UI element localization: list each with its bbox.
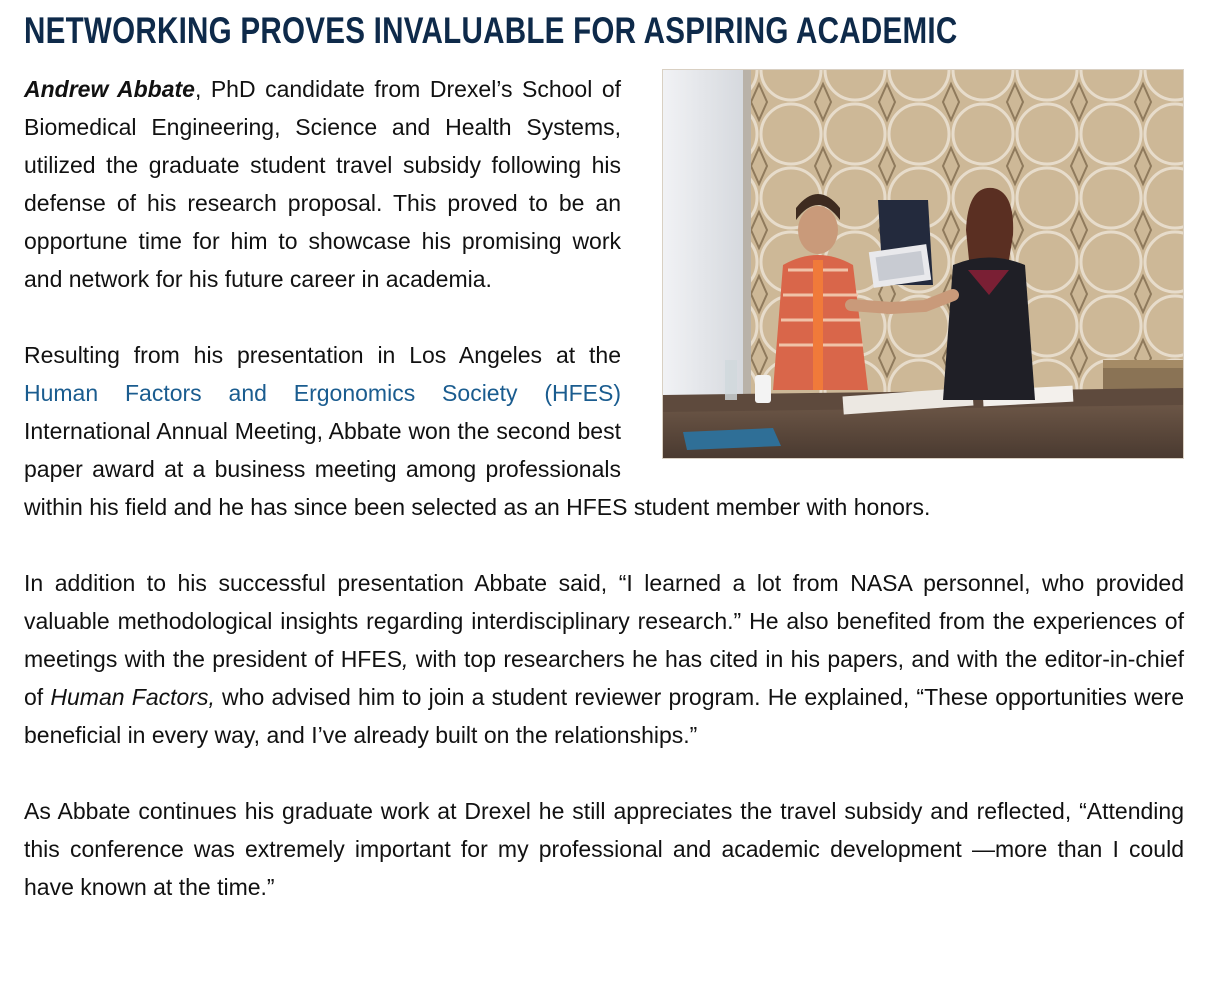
headline: NETWORKING PROVES INVALUABLE FOR ASPIRING ACADEMIC xyxy=(24,10,958,51)
article-body xyxy=(24,70,1184,906)
photo-spacer xyxy=(621,70,1184,468)
paragraph-3-part-c: who advised him to join a student reviewer program. He explained, “These opportunities were beneficial in every way, and I’ve already built on the relationships.” xyxy=(24,684,1184,748)
paragraph-4 xyxy=(24,792,1184,906)
paragraph-2-after: International Annual Meeting, Abbate won the second best paper award at a business meeting among professionals within his field and he has since been selected as an HFES student member with honors. xyxy=(24,418,931,520)
journal-title: Human Factors, xyxy=(50,684,215,710)
author-name: Andrew Abbate xyxy=(24,76,195,102)
paragraph-3-part-a: In addition to his successful presentation Abbate said, “I learned a lot from NASA personnel, who provided valuable methodological insights regarding interdisciplinary research.” He also benefited from the experiences of meetings with the president of HFES xyxy=(24,570,1184,672)
paragraph-3 xyxy=(24,564,1184,754)
paragraph-3-comma: , xyxy=(402,646,409,672)
paragraph-3-part-b: with top researchers he has cited in his papers, and with the editor-in-chief of xyxy=(24,646,1185,710)
paragraph-2-before: Resulting from his presentation in Los Angeles at the xyxy=(24,342,621,368)
paragraph-4-text: As Abbate continues his graduate work at Drexel he still appreciates the travel subsidy and reflected, “Attending this conference was extremely important for my professional and academic development —more than I could have known at the time.” xyxy=(24,798,1184,900)
hfes-link[interactable]: Human Factors and Ergonomics Society (HFES) xyxy=(24,380,621,406)
paragraph-1-text: , PhD candidate from Drexel’s School of Biomedical Engineering, Science and Health Systems, utilized the graduate student travel subsidy following his defense of his research proposal. This proved to be an opportune time for him to showcase his promising work and network for his future career in academia. xyxy=(24,76,622,292)
